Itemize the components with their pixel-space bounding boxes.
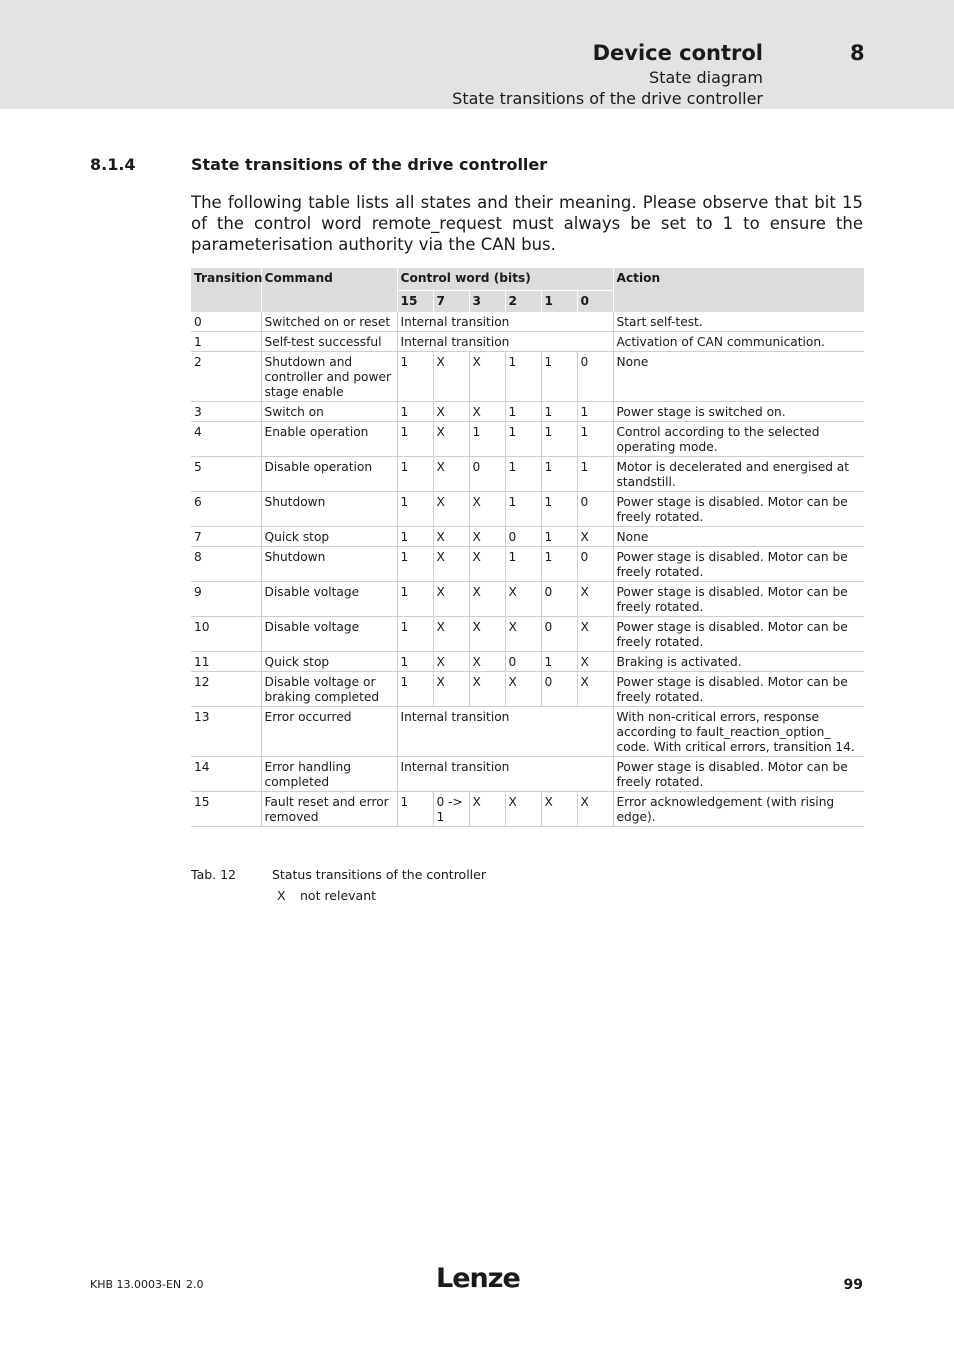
command-cell: Switch on	[261, 402, 397, 422]
table-row	[191, 352, 864, 402]
bit-cell: X	[505, 672, 541, 707]
transition-cell: 14	[191, 757, 261, 792]
transition-cell: 15	[191, 792, 261, 827]
bit-cell: X	[541, 792, 577, 827]
bit-cell: 1	[541, 422, 577, 457]
transition-cell: 11	[191, 652, 261, 672]
table-row	[191, 672, 864, 707]
action-cell: Power stage is disabled. Motor can be freely rotated.	[613, 582, 864, 617]
bit-cell: X	[433, 527, 469, 547]
bit-cell: 1	[397, 547, 433, 582]
bit-cell: X	[469, 547, 505, 582]
bit-cell: 0	[469, 457, 505, 492]
bit-cell: X	[469, 527, 505, 547]
header-subtitle-1: State diagram	[649, 68, 763, 87]
bit-cell: 1	[505, 547, 541, 582]
bit-cell: X	[577, 672, 613, 707]
bit-cell: 1	[505, 457, 541, 492]
command-cell: Fault reset and error removed	[261, 792, 397, 827]
bit-cell: 0	[541, 582, 577, 617]
header-bit: 15	[397, 291, 433, 313]
table-row	[191, 547, 864, 582]
bit-cell: X	[433, 457, 469, 492]
command-cell: Disable voltage or braking completed	[261, 672, 397, 707]
header-bit: 1	[541, 291, 577, 313]
command-cell: Disable voltage	[261, 582, 397, 617]
table-row	[191, 617, 864, 652]
table-row	[191, 757, 864, 792]
bit-cell: X	[469, 652, 505, 672]
table-row	[191, 312, 864, 332]
transition-cell: 9	[191, 582, 261, 617]
bit-cell: 0	[505, 652, 541, 672]
table-row	[191, 527, 864, 547]
action-cell: Error acknowledgement (with rising edge).	[613, 792, 864, 827]
command-cell: Error occurred	[261, 707, 397, 757]
bit-cell: 1	[505, 402, 541, 422]
bit-cell: 1	[541, 457, 577, 492]
bit-cell: 1	[397, 422, 433, 457]
bit-cell: 1	[397, 792, 433, 827]
action-cell: With non-critical errors, response according to fault_reaction_option_ code. With critical errors, transition 14.	[613, 707, 864, 757]
bit-cell: X	[433, 617, 469, 652]
header-bit: 0	[577, 291, 613, 313]
bit-cell: 1	[397, 617, 433, 652]
bit-cell: 1	[397, 402, 433, 422]
bit-cell: X	[433, 672, 469, 707]
action-cell: Motor is decelerated and energised at standstill.	[613, 457, 864, 492]
command-cell: Disable operation	[261, 457, 397, 492]
section-number: 8.1.4	[90, 155, 136, 174]
transition-cell: 6	[191, 492, 261, 527]
chapter-title: Device control	[592, 41, 763, 65]
table-row	[191, 582, 864, 617]
bit-cell: 1	[541, 527, 577, 547]
command-cell: Quick stop	[261, 527, 397, 547]
table-caption-text: Status transitions of the controller	[272, 867, 486, 882]
command-cell: Error handling completed	[261, 757, 397, 792]
bit-cell: X	[469, 402, 505, 422]
bit-cell: X	[505, 582, 541, 617]
bit-cell: X	[469, 617, 505, 652]
bit-cell: X	[577, 652, 613, 672]
header-bit: 2	[505, 291, 541, 313]
bit-cell: 1	[505, 352, 541, 402]
bit-cell: X	[469, 582, 505, 617]
bit-cell: X	[577, 792, 613, 827]
intro-paragraph: The following table lists all states and their meaning. Please observe that bit 15 of the control word remote_request must always be set to 1 to ensure the parameterisation authority via the CAN bus.	[191, 193, 863, 254]
bit-cell: X	[433, 352, 469, 402]
bit-cell: 1	[577, 402, 613, 422]
action-cell: Braking is activated.	[613, 652, 864, 672]
action-cell: Power stage is disabled. Motor can be freely rotated.	[613, 617, 864, 652]
bit-cell: 1	[469, 422, 505, 457]
bit-cell: 0	[505, 527, 541, 547]
table-caption-label: Tab. 12	[191, 867, 237, 882]
command-cell: Switched on or reset	[261, 312, 397, 332]
bit-cell: X	[433, 492, 469, 527]
transition-cell: 2	[191, 352, 261, 402]
table-row	[191, 792, 864, 827]
page-number: 99	[843, 1277, 863, 1293]
bit-cell: 1	[541, 352, 577, 402]
header-control-word: Control word (bits)	[397, 268, 613, 291]
bit-cell: X	[505, 617, 541, 652]
action-cell: Start self-test.	[613, 312, 864, 332]
bit-cell: 0	[541, 672, 577, 707]
bit-cell: 0 -> 1	[433, 792, 469, 827]
command-cell: Shutdown and controller and power stage enable	[261, 352, 397, 402]
legend-text: not relevant	[300, 888, 377, 903]
bit-cell: 1	[397, 652, 433, 672]
action-cell: Power stage is disabled. Motor can be freely rotated.	[613, 492, 864, 527]
internal-transition-cell: Internal transition	[397, 312, 613, 332]
table-row	[191, 332, 864, 352]
bit-cell: X	[433, 547, 469, 582]
bit-cell: X	[433, 582, 469, 617]
bit-cell: 1	[541, 402, 577, 422]
internal-transition-cell: Internal transition	[397, 757, 613, 792]
transition-cell: 7	[191, 527, 261, 547]
transition-cell: 4	[191, 422, 261, 457]
header-bit: 3	[469, 291, 505, 313]
table-row	[191, 707, 864, 757]
table-row	[191, 457, 864, 492]
footer-version: 2.0	[186, 1278, 204, 1291]
action-cell: Power stage is disabled. Motor can be freely rotated.	[613, 672, 864, 707]
bit-cell: 0	[577, 547, 613, 582]
bit-cell: 1	[397, 527, 433, 547]
table-row	[191, 492, 864, 527]
bit-cell: 0	[577, 352, 613, 402]
bit-cell: X	[433, 422, 469, 457]
action-cell: None	[613, 527, 864, 547]
bit-cell: 1	[541, 547, 577, 582]
bit-cell: 0	[541, 617, 577, 652]
bit-cell: X	[469, 352, 505, 402]
bit-cell: 1	[577, 422, 613, 457]
bit-cell: 1	[397, 457, 433, 492]
bit-cell: 1	[397, 352, 433, 402]
bit-cell: X	[577, 617, 613, 652]
command-cell: Quick stop	[261, 652, 397, 672]
bit-cell: 1	[541, 492, 577, 527]
lenze-logo: Lenze	[436, 1263, 520, 1294]
bit-cell: 0	[577, 492, 613, 527]
bit-cell: 1	[397, 672, 433, 707]
header-subtitle-2: State transitions of the drive controller	[452, 89, 763, 108]
transition-cell: 0	[191, 312, 261, 332]
bit-cell: 1	[505, 492, 541, 527]
bit-cell: 1	[397, 492, 433, 527]
bit-cell: X	[433, 652, 469, 672]
bit-cell: X	[433, 402, 469, 422]
action-cell: None	[613, 352, 864, 402]
command-cell: Enable operation	[261, 422, 397, 457]
bit-cell: X	[577, 582, 613, 617]
header-transition: Transition	[191, 268, 261, 312]
bit-cell: X	[505, 792, 541, 827]
action-cell: Power stage is disabled. Motor can be freely rotated.	[613, 547, 864, 582]
command-cell: Shutdown	[261, 492, 397, 527]
transition-cell: 8	[191, 547, 261, 582]
action-cell: Power stage is disabled. Motor can be freely rotated.	[613, 757, 864, 792]
transition-cell: 1	[191, 332, 261, 352]
transition-cell: 3	[191, 402, 261, 422]
legend-symbol: X	[277, 888, 286, 903]
bit-cell: 1	[541, 652, 577, 672]
internal-transition-cell: Internal transition	[397, 332, 613, 352]
chapter-number: 8	[850, 41, 865, 65]
transition-cell: 5	[191, 457, 261, 492]
header-bit: 7	[433, 291, 469, 313]
command-cell: Shutdown	[261, 547, 397, 582]
bit-cell: 1	[577, 457, 613, 492]
table-row	[191, 422, 864, 457]
action-cell: Power stage is switched on.	[613, 402, 864, 422]
footer-document-id: KHB 13.0003-EN	[90, 1278, 182, 1291]
header-action: Action	[613, 268, 864, 312]
command-cell: Self-test successful	[261, 332, 397, 352]
bit-cell: X	[469, 792, 505, 827]
action-cell: Activation of CAN communication.	[613, 332, 864, 352]
bit-cell: X	[469, 492, 505, 527]
transition-cell: 10	[191, 617, 261, 652]
section-title: State transitions of the drive controller	[191, 155, 548, 174]
bit-cell: 1	[505, 422, 541, 457]
state-transitions-table	[191, 268, 864, 827]
table-row	[191, 652, 864, 672]
table-row	[191, 402, 864, 422]
bit-cell: 1	[397, 582, 433, 617]
command-cell: Disable voltage	[261, 617, 397, 652]
internal-transition-cell: Internal transition	[397, 707, 613, 757]
transition-cell: 13	[191, 707, 261, 757]
bit-cell: X	[577, 527, 613, 547]
bit-cell: X	[469, 672, 505, 707]
action-cell: Control according to the selected operating mode.	[613, 422, 864, 457]
header-command: Command	[261, 268, 397, 312]
transition-cell: 12	[191, 672, 261, 707]
